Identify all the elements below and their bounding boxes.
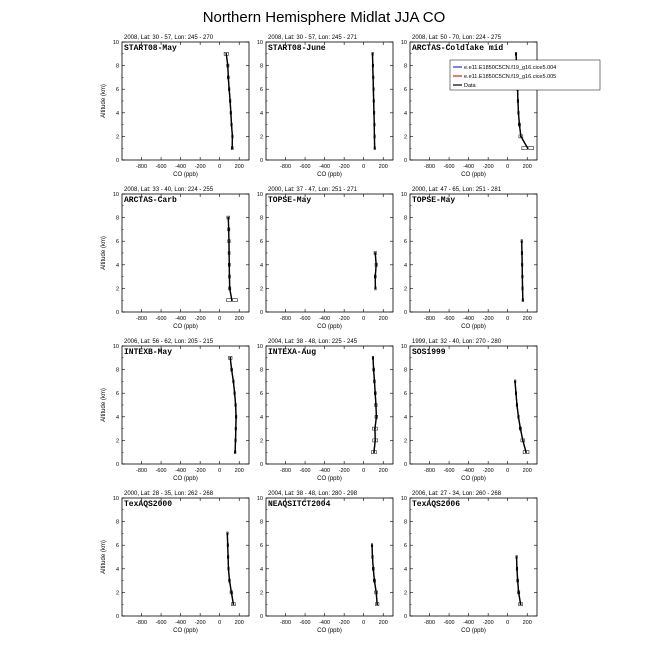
panel-label: START08-May <box>124 44 177 53</box>
data-point <box>374 276 376 278</box>
data-point <box>527 147 529 149</box>
data-point <box>231 592 233 594</box>
panel-5 <box>257 187 393 330</box>
data-point <box>515 53 517 55</box>
x-axis-label: CO (ppb) <box>317 172 342 178</box>
y-tick-label: 4 <box>259 566 263 573</box>
x-tick-label: -600 <box>155 164 167 170</box>
panel-header: 2008, Lat: 30 - 57, Lon: 245 - 271 <box>268 35 358 41</box>
y-tick-label: 6 <box>115 87 119 94</box>
x-tick-label: -800 <box>280 164 292 170</box>
y-tick-label: 4 <box>259 414 263 421</box>
y-axis-label: Altitude (km) <box>101 84 107 118</box>
x-tick-label: 0 <box>218 468 222 474</box>
x-axis-label: CO (ppb) <box>461 324 486 330</box>
y-axis-label: Altitude (km) <box>101 388 107 422</box>
data-point <box>231 369 233 371</box>
x-axis-label: CO (ppb) <box>461 628 486 634</box>
panel-header: 2000, Lat: 28 - 35, Lon: 262 - 268 <box>124 491 214 497</box>
x-tick-label: 200 <box>378 164 388 170</box>
x-tick-label: -200 <box>482 316 494 322</box>
y-tick-label: 6 <box>115 391 119 398</box>
panel-label: ARCTAS-Coldlake mid <box>412 44 504 53</box>
data-point <box>229 100 231 102</box>
x-tick-label: -800 <box>280 468 292 474</box>
x-tick-label: -200 <box>194 164 206 170</box>
data-point <box>232 603 234 605</box>
x-tick-label: -600 <box>299 468 311 474</box>
data-point <box>226 533 228 535</box>
legend-entry-label: e.e11.E1850C5CN.f19_g16.cice5.005 <box>464 74 557 80</box>
panel-frame <box>410 498 537 616</box>
data-point <box>375 404 377 406</box>
x-axis-label: CO (ppb) <box>173 172 198 178</box>
x-axis-label: CO (ppb) <box>173 476 198 482</box>
legend-entry-label: Data <box>464 83 476 89</box>
data-point <box>234 451 236 453</box>
y-axis-label: Altitude (km) <box>101 236 107 270</box>
y-tick-label: 8 <box>259 367 263 374</box>
panel-label: SOS1999 <box>412 348 446 357</box>
y-tick-label: 6 <box>403 239 407 246</box>
y-tick-label: 2 <box>115 438 119 445</box>
x-tick-label: -600 <box>443 164 455 170</box>
panel-3 <box>401 35 600 178</box>
y-tick-label: 10 <box>112 192 119 198</box>
data-point <box>225 53 227 55</box>
x-tick-label: -600 <box>443 620 455 626</box>
data-point <box>374 428 376 430</box>
x-tick-label: -600 <box>299 620 311 626</box>
data-point <box>373 451 375 453</box>
x-tick-label: -400 <box>319 164 331 170</box>
data-point <box>372 53 374 55</box>
y-tick-label: 4 <box>403 414 407 421</box>
y-tick-label: 8 <box>115 519 119 526</box>
panel-header: 1999, Lat: 32 - 40, Lon: 270 - 280 <box>412 339 502 345</box>
y-tick-label: 8 <box>115 63 119 70</box>
y-tick-label: 0 <box>115 462 119 468</box>
data-point <box>376 603 378 605</box>
data-point <box>522 299 524 301</box>
x-tick-label: -600 <box>299 164 311 170</box>
y-tick-label: 8 <box>403 367 407 374</box>
y-tick-label: 10 <box>112 496 119 502</box>
y-tick-label: 10 <box>400 40 407 46</box>
x-tick-label: -400 <box>175 468 187 474</box>
panel-header: 2004, Lat: 38 - 48, Lon: 280 - 298 <box>268 491 358 497</box>
data-point <box>518 112 520 114</box>
y-tick-label: 8 <box>403 63 407 70</box>
data-point <box>228 568 230 570</box>
x-tick-label: 200 <box>378 468 388 474</box>
x-tick-label: -800 <box>424 164 436 170</box>
panel-header: 2008, Lat: 30 - 57, Lon: 245 - 270 <box>124 35 214 41</box>
x-tick-label: 0 <box>506 468 510 474</box>
data-point <box>232 381 234 383</box>
x-tick-label: 0 <box>506 164 510 170</box>
panel-7 <box>101 339 249 482</box>
x-tick-label: -800 <box>136 468 148 474</box>
figure-title: Northern Hemisphere Midlat JJA CO <box>202 9 446 26</box>
data-point <box>230 112 232 114</box>
data-point <box>227 544 229 546</box>
data-point <box>227 556 229 558</box>
x-tick-label: 0 <box>218 620 222 626</box>
data-point <box>517 100 519 102</box>
data-point <box>372 568 374 570</box>
panel-frame <box>122 346 249 464</box>
y-tick-label: 6 <box>259 239 263 246</box>
data-point <box>235 416 237 418</box>
data-point <box>375 416 377 418</box>
x-tick-label: -600 <box>443 316 455 322</box>
x-axis-label: CO (ppb) <box>173 628 198 634</box>
y-tick-label: 2 <box>115 286 119 293</box>
y-tick-label: 4 <box>403 566 407 573</box>
y-tick-label: 0 <box>403 614 407 620</box>
data-point <box>231 147 233 149</box>
y-tick-label: 4 <box>115 262 119 269</box>
y-tick-label: 4 <box>403 262 407 269</box>
y-tick-label: 10 <box>400 496 407 502</box>
x-tick-label: -400 <box>319 620 331 626</box>
data-point <box>374 440 376 442</box>
panel-label: INTEXB-May <box>124 348 173 357</box>
x-axis-label: CO (ppb) <box>317 476 342 482</box>
x-tick-label: -800 <box>136 316 148 322</box>
y-tick-label: 10 <box>256 192 263 198</box>
data-point <box>229 357 231 359</box>
x-tick-label: 200 <box>234 316 244 322</box>
x-tick-label: 200 <box>234 468 244 474</box>
x-tick-label: -800 <box>424 316 436 322</box>
x-tick-label: -600 <box>155 316 167 322</box>
x-tick-label: -200 <box>338 164 350 170</box>
y-tick-label: 6 <box>403 87 407 94</box>
y-tick-label: 2 <box>259 286 263 293</box>
data-point <box>235 440 237 442</box>
data-point <box>228 252 230 254</box>
x-tick-label: -600 <box>299 316 311 322</box>
data-point <box>234 392 236 394</box>
y-tick-label: 0 <box>115 310 119 316</box>
panel-header: 2008, Lat: 33 - 40, Lon: 224 - 255 <box>124 187 214 193</box>
x-tick-label: -400 <box>463 316 475 322</box>
y-tick-label: 2 <box>259 590 263 597</box>
data-point <box>227 65 229 67</box>
x-axis-label: CO (ppb) <box>461 476 486 482</box>
data-point <box>229 288 231 290</box>
y-tick-label: 8 <box>259 215 263 222</box>
x-tick-label: 200 <box>522 164 532 170</box>
x-tick-label: -400 <box>463 164 475 170</box>
x-tick-label: -800 <box>136 620 148 626</box>
data-point <box>521 276 523 278</box>
x-tick-label: -400 <box>319 468 331 474</box>
data-point <box>522 440 524 442</box>
y-tick-label: 0 <box>115 158 119 164</box>
panel-frame <box>410 194 537 312</box>
data-point <box>520 603 522 605</box>
panel-label: TexAQS2000 <box>124 500 173 509</box>
data-point <box>375 592 377 594</box>
legend <box>450 60 600 90</box>
x-axis-label: CO (ppb) <box>317 628 342 634</box>
y-tick-label: 2 <box>115 134 119 141</box>
data-point <box>374 252 376 254</box>
data-point <box>227 217 229 219</box>
x-tick-label: -600 <box>155 620 167 626</box>
y-tick-label: 8 <box>403 519 407 526</box>
y-tick-label: 2 <box>403 438 407 445</box>
x-tick-label: -200 <box>482 164 494 170</box>
y-tick-label: 6 <box>115 239 119 246</box>
data-point <box>521 252 523 254</box>
data-point <box>374 136 376 138</box>
y-tick-label: 8 <box>115 367 119 374</box>
x-tick-label: -800 <box>424 468 436 474</box>
y-tick-label: 2 <box>403 134 407 141</box>
panel-9 <box>401 339 537 482</box>
y-tick-label: 8 <box>403 215 407 222</box>
data-point <box>516 568 518 570</box>
data-point <box>375 264 377 266</box>
data-point <box>372 357 374 359</box>
x-tick-label: -200 <box>482 468 494 474</box>
panel-6 <box>401 187 537 330</box>
data-point <box>228 264 230 266</box>
x-tick-label: -200 <box>194 316 206 322</box>
x-axis-label: CO (ppb) <box>317 324 342 330</box>
x-tick-label: 0 <box>218 316 222 322</box>
data-point <box>518 592 520 594</box>
data-point <box>521 264 523 266</box>
data-point <box>235 404 237 406</box>
y-tick-label: 8 <box>259 63 263 70</box>
panels-grid <box>101 35 600 634</box>
x-tick-label: 0 <box>362 316 366 322</box>
data-point <box>517 580 519 582</box>
x-tick-label: -400 <box>463 468 475 474</box>
y-tick-label: 8 <box>115 215 119 222</box>
data-point <box>227 77 229 79</box>
x-tick-label: -200 <box>338 468 350 474</box>
y-tick-label: 6 <box>259 87 263 94</box>
data-point <box>520 136 522 138</box>
data-point <box>372 65 374 67</box>
y-tick-label: 6 <box>115 543 119 550</box>
y-tick-label: 10 <box>256 40 263 46</box>
x-tick-label: 0 <box>362 468 366 474</box>
y-tick-label: 0 <box>403 462 407 468</box>
x-tick-label: 200 <box>378 620 388 626</box>
panel-header: 2006, Lat: 56 - 62, Lon: 205 - 215 <box>124 339 214 345</box>
x-tick-label: -400 <box>319 316 331 322</box>
y-tick-label: 4 <box>259 110 263 117</box>
x-tick-label: -800 <box>424 620 436 626</box>
y-tick-label: 10 <box>112 40 119 46</box>
panel-label: START08-June <box>268 44 326 53</box>
data-point <box>372 88 374 90</box>
y-tick-label: 0 <box>259 614 263 620</box>
y-tick-label: 10 <box>112 344 119 350</box>
x-tick-label: 0 <box>362 620 366 626</box>
panel-label: TexAQS2006 <box>412 500 461 509</box>
panel-12 <box>401 491 537 634</box>
series-line-data <box>372 545 377 604</box>
x-tick-label: -200 <box>194 620 206 626</box>
y-axis-label: Altitude (km) <box>101 540 107 574</box>
x-tick-label: -200 <box>194 468 206 474</box>
y-tick-label: 4 <box>115 110 119 117</box>
data-point <box>374 381 376 383</box>
data-point <box>231 299 233 301</box>
y-tick-label: 6 <box>403 391 407 398</box>
y-tick-label: 6 <box>259 543 263 550</box>
panel-header: 2004, Lat: 38 - 48, Lon: 225 - 245 <box>268 339 358 345</box>
panel-header: 2000, Lat: 37 - 47, Lon: 251 - 271 <box>268 187 358 193</box>
panel-header: 2008, Lat: 50 - 70, Lon: 224 - 275 <box>412 35 502 41</box>
y-tick-label: 2 <box>259 438 263 445</box>
y-tick-label: 6 <box>403 543 407 550</box>
y-tick-label: 2 <box>115 590 119 597</box>
data-point <box>228 229 230 231</box>
legend-entry-label: e.e11.E1850C5CN.f19_g16.cice5.004 <box>464 65 557 71</box>
panel-header: 2000, Lat: 47 - 65, Lon: 251 - 281 <box>412 187 502 193</box>
data-point <box>521 240 523 242</box>
data-point <box>372 77 374 79</box>
x-tick-label: -400 <box>463 620 475 626</box>
panel-frame <box>266 498 393 616</box>
panel-10 <box>101 491 249 634</box>
x-tick-label: -800 <box>280 316 292 322</box>
x-tick-label: -200 <box>338 620 350 626</box>
panel-label: TOPSE-May <box>412 196 456 205</box>
panel-4 <box>101 187 249 330</box>
y-tick-label: 2 <box>403 590 407 597</box>
x-tick-label: 200 <box>234 620 244 626</box>
y-tick-label: 2 <box>259 134 263 141</box>
data-point <box>373 112 375 114</box>
x-tick-label: 200 <box>378 316 388 322</box>
x-tick-label: 200 <box>522 620 532 626</box>
y-tick-label: 0 <box>259 310 263 316</box>
x-tick-label: 0 <box>506 620 510 626</box>
y-tick-label: 0 <box>115 614 119 620</box>
series-line-data <box>375 253 376 288</box>
x-tick-label: -600 <box>155 468 167 474</box>
data-point <box>374 147 376 149</box>
panel-header: 2006, Lat: 27 - 34, Lon: 260 - 268 <box>412 491 502 497</box>
data-point <box>373 124 375 126</box>
data-point <box>519 428 521 430</box>
data-point <box>514 381 516 383</box>
y-tick-label: 10 <box>256 344 263 350</box>
y-tick-label: 0 <box>259 462 263 468</box>
data-point <box>515 392 517 394</box>
x-tick-label: -200 <box>338 316 350 322</box>
panel-1 <box>101 35 249 178</box>
data-point <box>519 124 521 126</box>
y-tick-label: 10 <box>400 344 407 350</box>
x-tick-label: -200 <box>482 620 494 626</box>
data-point <box>375 288 377 290</box>
x-tick-label: 200 <box>234 164 244 170</box>
data-point <box>371 544 373 546</box>
y-tick-label: 10 <box>256 496 263 502</box>
panel-8 <box>257 339 393 482</box>
panel-2 <box>257 35 393 178</box>
data-point <box>374 392 376 394</box>
panel-label: TOPSE-May <box>268 196 312 205</box>
x-tick-label: 200 <box>522 316 532 322</box>
data-point <box>231 136 233 138</box>
panel-label: NEAQSITCT2004 <box>268 500 331 509</box>
data-point <box>229 276 231 278</box>
y-tick-label: 4 <box>115 566 119 573</box>
y-tick-label: 0 <box>403 158 407 164</box>
data-point <box>231 124 233 126</box>
y-tick-label: 4 <box>403 110 407 117</box>
x-tick-label: -800 <box>136 164 148 170</box>
data-point <box>518 416 520 418</box>
data-point <box>229 580 231 582</box>
series-line-data <box>522 241 523 300</box>
x-tick-label: -400 <box>175 164 187 170</box>
data-point <box>373 369 375 371</box>
y-tick-label: 4 <box>115 414 119 421</box>
panel-11 <box>257 491 393 634</box>
x-tick-label: 0 <box>362 164 366 170</box>
x-axis-label: CO (ppb) <box>461 172 486 178</box>
data-point <box>516 404 518 406</box>
x-tick-label: 0 <box>506 316 510 322</box>
y-tick-label: 0 <box>259 158 263 164</box>
data-point <box>516 556 518 558</box>
x-tick-label: -400 <box>175 316 187 322</box>
y-tick-label: 0 <box>403 310 407 316</box>
y-tick-label: 8 <box>259 519 263 526</box>
y-tick-label: 6 <box>259 391 263 398</box>
data-point <box>525 451 527 453</box>
panel-frame <box>122 498 249 616</box>
x-tick-label: 0 <box>218 164 222 170</box>
x-tick-label: 200 <box>522 468 532 474</box>
y-tick-label: 4 <box>259 262 263 269</box>
x-tick-label: -600 <box>443 468 455 474</box>
data-point <box>373 100 375 102</box>
data-point <box>228 240 230 242</box>
data-point <box>228 88 230 90</box>
data-point <box>372 556 374 558</box>
data-point <box>374 580 376 582</box>
data-point <box>235 428 237 430</box>
y-tick-label: 2 <box>403 286 407 293</box>
y-tick-label: 10 <box>400 192 407 198</box>
data-point <box>522 288 524 290</box>
panel-label: INTEXA-Aug <box>268 348 317 357</box>
x-axis-label: CO (ppb) <box>173 324 198 330</box>
panel-label: ARCTAS-Carb <box>124 196 177 205</box>
x-tick-label: -400 <box>175 620 187 626</box>
x-tick-label: -800 <box>280 620 292 626</box>
